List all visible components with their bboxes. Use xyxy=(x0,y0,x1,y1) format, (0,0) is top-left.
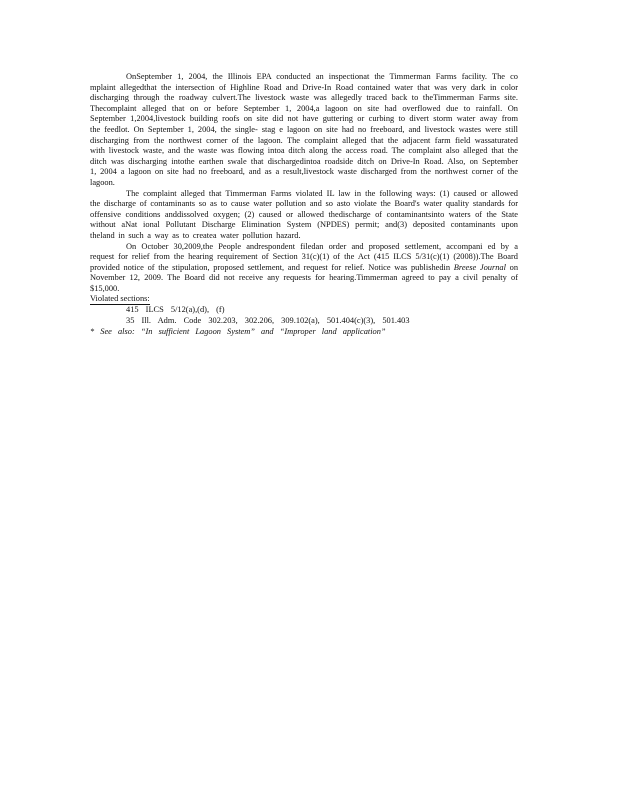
paragraph-settlement xyxy=(90,242,518,295)
violated-section-text: 35 Ill. Adm. Code 302.203, 302.206, 309.102(a), 501.404(c)(3), 501.403 xyxy=(126,316,410,326)
violated-sections-heading: Violated sections: xyxy=(90,294,150,304)
settlement-text-part1: On October 30,2009,the People andrespondent filedan order and proposed settlement, accompani ed by a request for relief from the hearing requirement of Section 31(c)(1) of the Act (415 ILCS 5/31(c)(1) (2008)).The Board provided notice of the stipulation, proposed settlement, and request for relief. Notice was publishedin xyxy=(90,241,518,272)
list-item xyxy=(90,316,518,327)
see-also-note: * See also: “In sufficient Lagoon System” and “Improper land application” xyxy=(90,326,386,336)
bullet-icon xyxy=(104,316,126,327)
paragraph-inspection: OnSeptember 1, 2004, the Illinois EPA conducted an inspectionat the Timmerman Farms facility. The co mplaint allegedthat the intersection of Highline Road and Drive-In Road contained water that was very dark in color discharging through the roadway culvert.The livestock waste was allegedly traced back to theTimmerman Farms site. Thecomplaint alleged that on or before September 1, 2004,a lagoon on site had overflowed due to rainfall. On September 1,2004,livestock building roofs on site did not have guttering or curbing to divert storm water away from the feedlot. On September 1, 2004, the single- stag e lagoon on site had no freeboard, and livestock wastes were still discharging from the northwest corner of the lagoon. The complaint alleged that the adjacent farm field wassaturated with livestock waste, and the waste was flowing intoa ditch along the access road. The complaint also alleged that the ditch was discharging intothe earthen swale that dischargedintoa roadside ditch on Drive-In Road. Also, on September 1, 2004 a lagoon on site had no freeboard, and as a result,livestock waste discharged from the northwest corner of the lagoon. xyxy=(90,72,518,187)
document-body xyxy=(90,72,518,337)
journal-name: Breese Journal xyxy=(453,262,506,272)
violated-section-text: 415 ILCS 5/12(a),(d), (f) xyxy=(126,305,225,315)
bullet-icon xyxy=(104,305,126,316)
settlement-text-part2: on November 12, 2009. The Board did not receive any requests for hearing.Timmerman agreed to pay a civil penalty of $15,000. xyxy=(90,262,518,293)
paragraph-complaint: The complaint alleged that Timmerman Farms violated IL law in the following ways: (1) caused or allowed the discharge of contaminants so as to cause water pollution and so asto violate the Board's water quality standards for offensive conditions anddissolved oxygen; (2) caused or allowed thedischarge of contaminantsinto waters of the State without aNat ional Pollutant Discharge Elimination System (NPDES) permit; and(3) deposited contaminants upon theland in such a way as to createa water pollution hazard. xyxy=(90,188,518,240)
violated-sections-list xyxy=(90,305,518,326)
list-item xyxy=(90,305,518,316)
